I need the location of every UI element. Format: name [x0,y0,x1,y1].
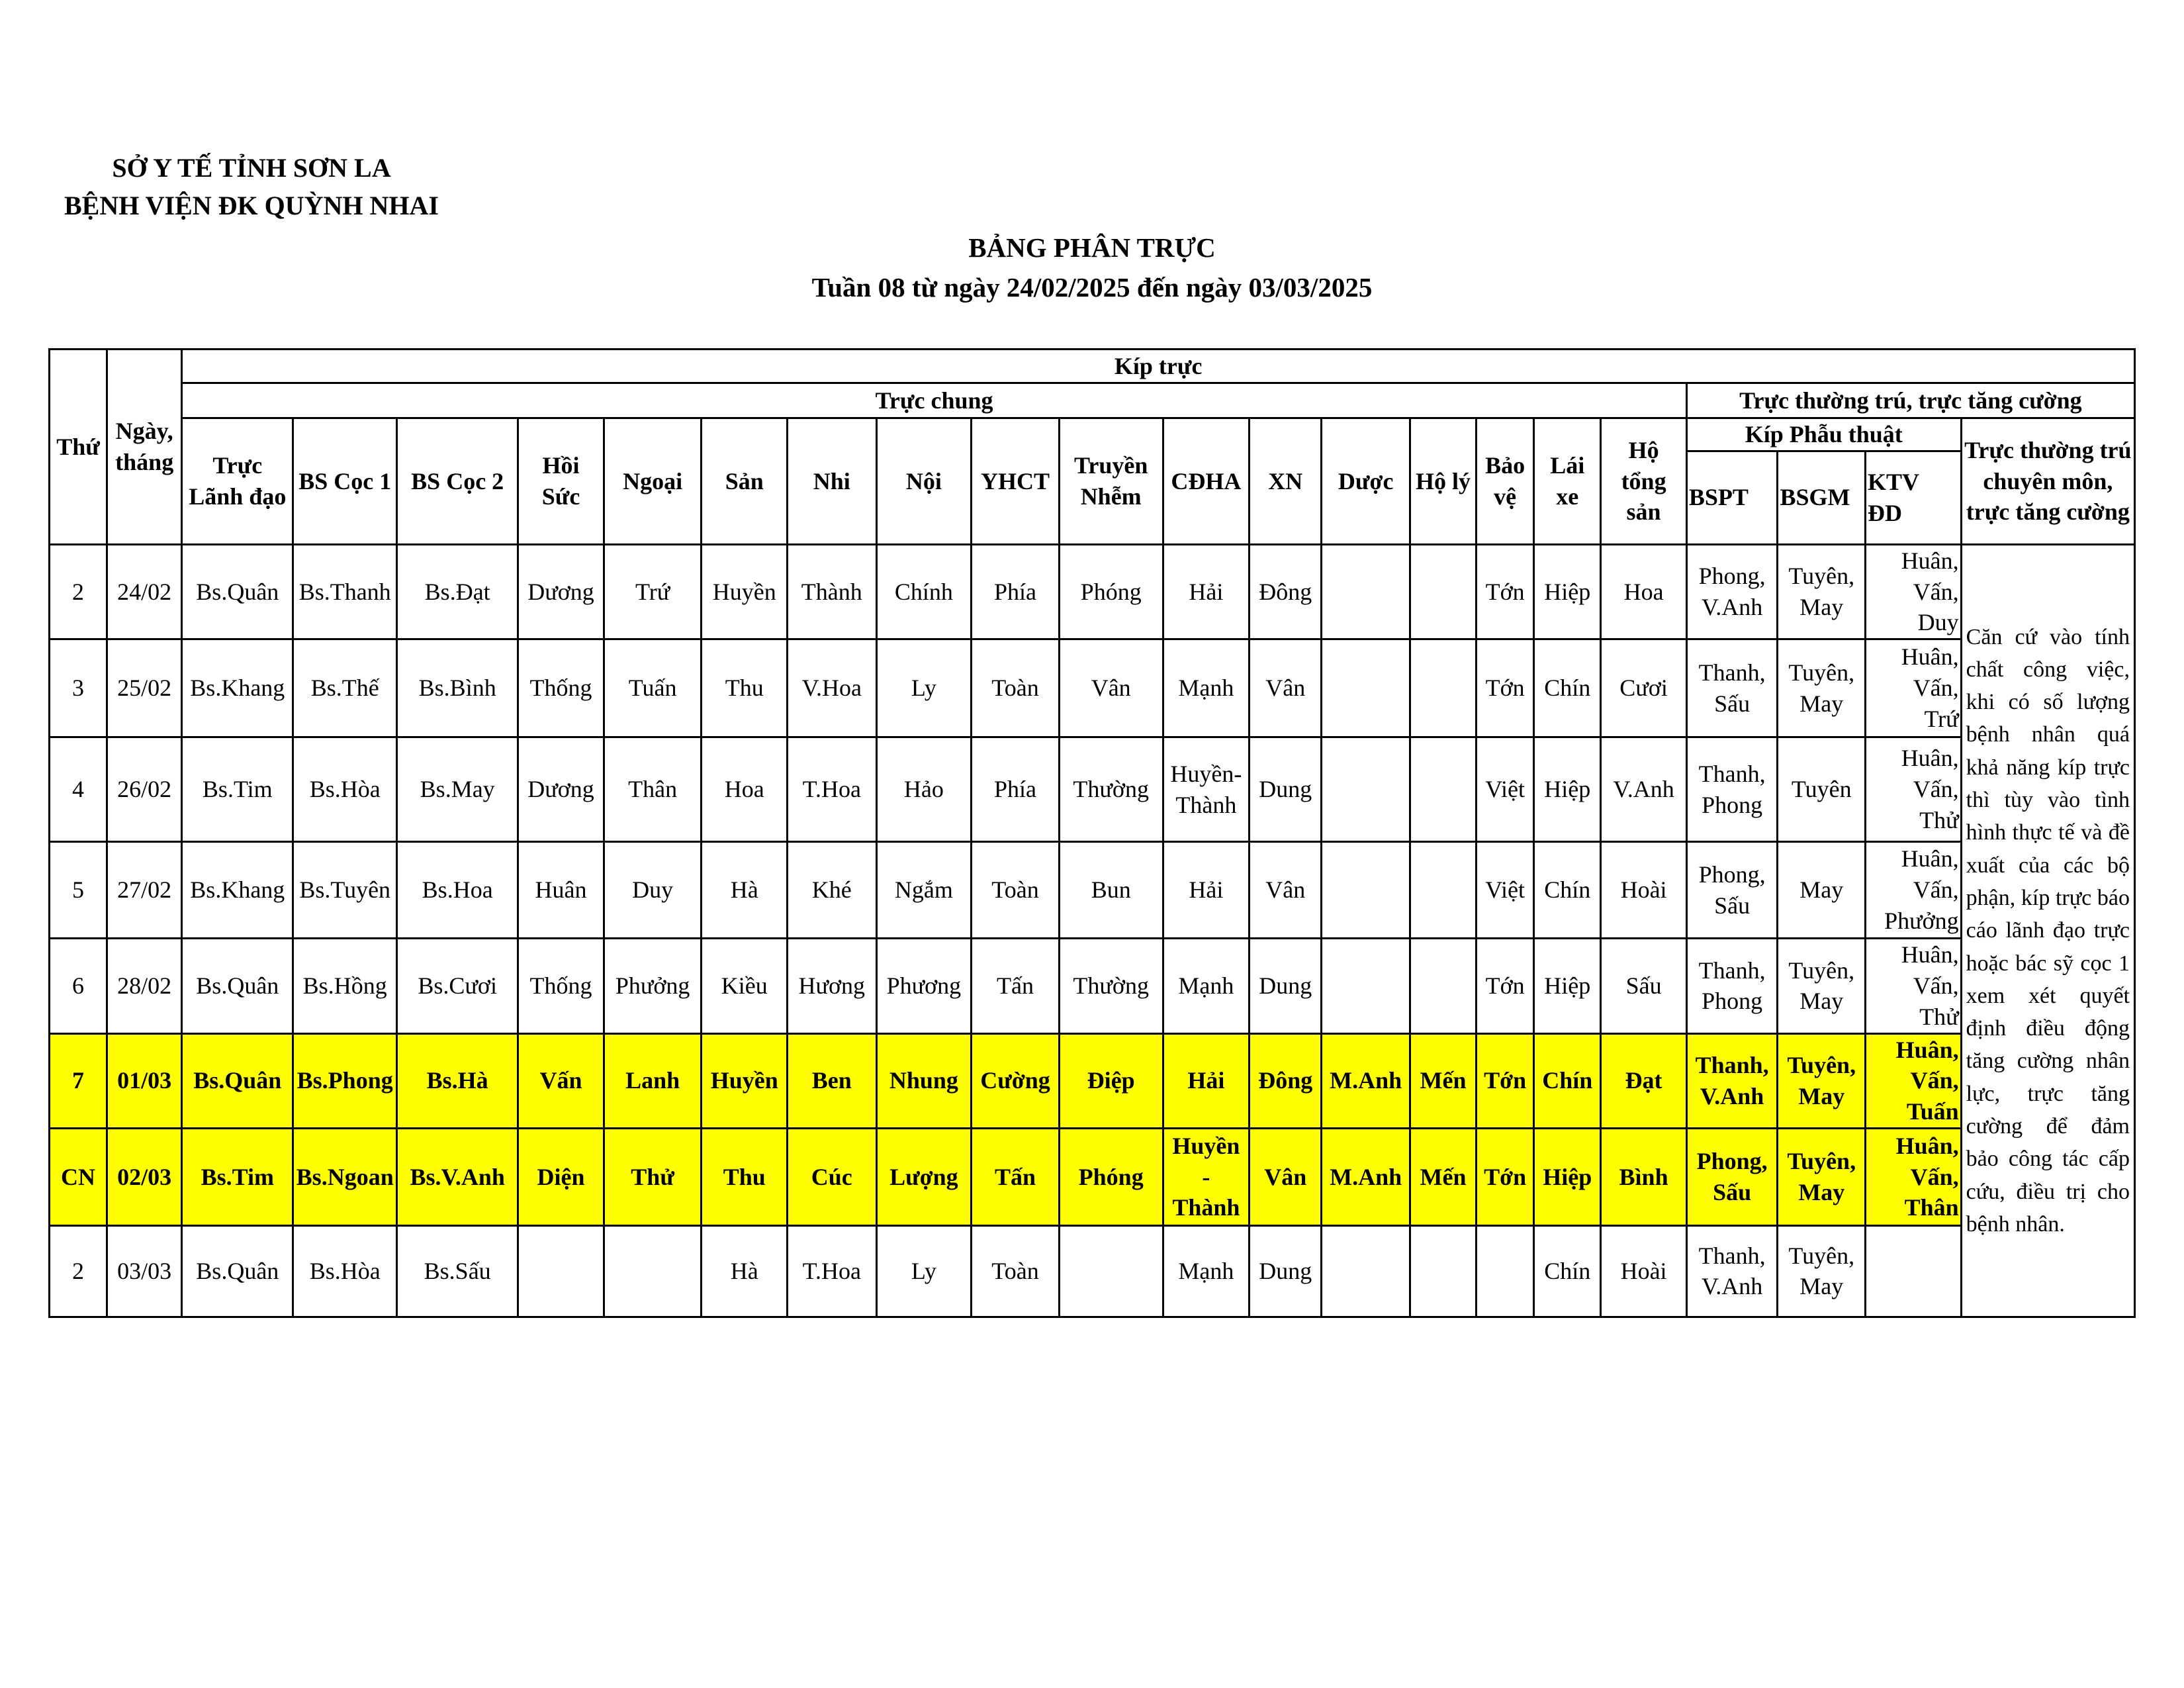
table-row [50,1128,2135,1225]
surgery-cell: Tuyên, May [1778,1128,1866,1225]
table-cell: Thành [788,544,877,639]
cell-thu: CN [50,1128,107,1225]
cell-thu: 5 [50,842,107,939]
table-cell: Tớn [1477,1033,1534,1128]
table-cell: Phóng [1059,544,1163,639]
table-cell: Toàn [972,639,1060,737]
table-cell: Hiệp [1534,544,1601,639]
cell-ngay: 25/02 [107,639,182,737]
table-cell: Ben [788,1033,877,1128]
table-cell [1410,1225,1476,1317]
table-cell: Huân [518,842,604,939]
col-header: Truyền Nhễm [1059,418,1163,545]
table-cell [1322,639,1410,737]
table-cell: Thu [702,1128,788,1225]
table-cell: Bs.Khang [182,639,293,737]
col-header: XN [1250,418,1322,545]
table-cell: Mạnh [1163,639,1250,737]
surgery-cell: Phong, Sấu [1686,842,1778,939]
table-cell: Thường [1059,737,1163,842]
col-header: YHCT [972,418,1060,545]
table-cell [1410,639,1476,737]
table-row [50,842,2135,939]
table-cell: T.Hoa [788,1225,877,1317]
col-header: Lái xe [1534,418,1601,545]
table-cell: M.Anh [1322,1033,1410,1128]
page-subtitle: Tuần 08 từ ngày 24/02/2025 đến ngày 03/03/2025 [811,272,1373,303]
table-cell: Tấn [972,939,1060,1033]
table-cell: Việt [1477,842,1534,939]
table-cell: T.Hoa [788,737,877,842]
table-row [50,639,2135,737]
table-cell: Duy [604,842,702,939]
surgery-cell: Huân, Vấn, Duy [1865,544,1961,639]
table-cell: Hiệp [1534,939,1601,1033]
table-row [50,544,2135,639]
table-cell [1410,939,1476,1033]
page-title: BẢNG PHÂN TRỰC [968,232,1216,263]
table-cell: Bs.Hồng [293,939,397,1033]
table-cell: Hiệp [1534,737,1601,842]
table-cell: Ly [876,1225,972,1317]
table-cell: Lượng [876,1128,972,1225]
surgery-cell: Huân, Vấn, Thân [1865,1128,1961,1225]
table-cell: Hiệp [1534,1128,1601,1225]
table-cell: Bs.V.Anh [397,1128,518,1225]
table-cell: Vân [1250,1128,1322,1225]
group-kip-phau-thuat: Kíp Phẫu thuật [1686,418,1961,451]
col-header: Hồi Sức [518,418,604,545]
cell-ngay: 26/02 [107,737,182,842]
table-cell: Bs.Thế [293,639,397,737]
table-cell [1410,737,1476,842]
org-line-1: SỞ Y TẾ TỈNH SƠN LA [112,153,391,183]
table-cell: Mến [1410,1033,1476,1128]
cell-thu: 6 [50,939,107,1033]
table-cell: Mạnh [1163,939,1250,1033]
col-header: Bảo vệ [1477,418,1534,545]
table-cell: Huyền [702,544,788,639]
surgery-cell: Huân, Vấn, Phưởng [1865,842,1961,939]
table-cell: Toàn [972,1225,1060,1317]
table-cell: Dung [1250,1225,1322,1317]
cell-ngay: 03/03 [107,1225,182,1317]
table-cell [1410,842,1476,939]
col-header: Hộ tổng sản [1601,418,1687,545]
table-cell: Bs.Thanh [293,544,397,639]
surgery-cell: Tuyên, May [1778,1225,1866,1317]
table-cell [604,1225,702,1317]
table-cell: Kiều [702,939,788,1033]
org-line-2: BỆNH VIỆN ĐK QUỲNH NHAI [64,191,439,220]
table-cell [1322,1225,1410,1317]
table-cell: Dung [1250,939,1322,1033]
table-row [50,939,2135,1033]
table-cell: Vân [1250,842,1322,939]
surgery-cell: Huân, Vấn, Tuấn [1865,1033,1961,1128]
table-cell: Tớn [1477,544,1534,639]
table-cell [1477,1225,1534,1317]
table-cell: Tớn [1477,639,1534,737]
table-cell [1410,544,1476,639]
table-cell: Hải [1163,1033,1250,1128]
table-cell: Bs.Quân [182,1225,293,1317]
col-header: CĐHA [1163,418,1250,545]
cell-thu: 4 [50,737,107,842]
cell-ngay: 02/03 [107,1128,182,1225]
table-cell: Bun [1059,842,1163,939]
table-cell: Tuấn [604,639,702,737]
table-cell: Đông [1250,1033,1322,1128]
table-cell: Hoa [1601,544,1687,639]
table-cell: Phía [972,544,1060,639]
table-cell: Dương [518,544,604,639]
surgery-cell: Thanh, Phong [1686,939,1778,1033]
table-row [50,1033,2135,1128]
duty-table [48,348,2136,1318]
table-row [50,1225,2135,1317]
table-cell [1322,737,1410,842]
table-cell: Lanh [604,1033,702,1128]
table-cell: Bs.Tim [182,1128,293,1225]
surgery-cell: Phong, Sấu [1686,1128,1778,1225]
table-cell [518,1225,604,1317]
table-cell: Bs.Đạt [397,544,518,639]
col-ngay: Ngày, tháng [107,350,182,545]
col-header: Dược [1322,418,1410,545]
table-cell: Chín [1534,639,1601,737]
table-cell: Huyền - Thành [1163,1128,1250,1225]
table-cell: Ngắm [876,842,972,939]
table-row [50,737,2135,842]
surgery-col-header: BSGM [1778,451,1866,544]
table-cell: Chính [876,544,972,639]
table-cell: Nhung [876,1033,972,1128]
surgery-cell: Thanh, Sấu [1686,639,1778,737]
cell-thu: 2 [50,1225,107,1317]
table-cell: Hoài [1601,842,1687,939]
table-cell: Phưởng [604,939,702,1033]
table-cell: Sấu [1601,939,1687,1033]
table-cell: Phóng [1059,1128,1163,1225]
table-cell: Tớn [1477,939,1534,1033]
table-cell: Bs.May [397,737,518,842]
col-header: BS Cọc 2 [397,418,518,545]
table-cell: Bs.Tuyên [293,842,397,939]
table-cell: Phương [876,939,972,1033]
table-cell: Vân [1250,639,1322,737]
table-cell: V.Anh [1601,737,1687,842]
table-cell: Bs.Cươi [397,939,518,1033]
table-cell: Toàn [972,842,1060,939]
table-cell: Bs.Hòa [293,737,397,842]
table-cell: Huyền [702,1033,788,1128]
col-truc-thuong-tru-chuyen-mon: Trực thường trú chuyên môn, trực tăng cường [1961,418,2134,545]
table-cell: Vấn [518,1033,604,1128]
table-cell: Chín [1534,1225,1601,1317]
table-cell: Bs.Phong [293,1033,397,1128]
table-cell: Huyền- Thành [1163,737,1250,842]
table-cell: Thống [518,939,604,1033]
cell-thu: 2 [50,544,107,639]
col-header: Hộ lý [1410,418,1476,545]
table-cell: Hà [702,1225,788,1317]
table-cell: Hoa [702,737,788,842]
table-cell: Bs.Quân [182,1033,293,1128]
surgery-cell: Tuyên, May [1778,544,1866,639]
table-cell [1059,1225,1163,1317]
table-cell: Bs.Quân [182,939,293,1033]
table-cell: Vân [1059,639,1163,737]
table-cell: Bs.Hòa [293,1225,397,1317]
surgery-cell: May [1778,842,1866,939]
table-cell: Bs.Tim [182,737,293,842]
table-cell [1322,939,1410,1033]
table-cell: Hảo [876,737,972,842]
table-cell: Phía [972,737,1060,842]
table-cell: Bs.Sấu [397,1225,518,1317]
surgery-cell [1865,1225,1961,1317]
table-cell: Mến [1410,1128,1476,1225]
table-cell: Dương [518,737,604,842]
table-cell [1322,544,1410,639]
table-cell: Thường [1059,939,1163,1033]
col-header: BS Cọc 1 [293,418,397,545]
table-cell [1322,842,1410,939]
table-cell: Việt [1477,737,1534,842]
surgery-cell: Thanh, Phong [1686,737,1778,842]
table-cell: Chín [1534,1033,1601,1128]
table-cell: Điệp [1059,1033,1163,1128]
table-cell: V.Hoa [788,639,877,737]
table-cell: Cươi [1601,639,1687,737]
table-cell: Dung [1250,737,1322,842]
cell-ngay: 24/02 [107,544,182,639]
group-truc-chung: Trực chung [182,383,1687,418]
table-cell: Đông [1250,544,1322,639]
surgery-cell: Phong, V.Anh [1686,544,1778,639]
table-cell: Bs.Quân [182,544,293,639]
surgery-cell: Thanh, V.Anh [1686,1033,1778,1128]
table-cell: Cúc [788,1128,877,1225]
table-cell: Diện [518,1128,604,1225]
table-cell: Hải [1163,842,1250,939]
surgery-cell: Tuyên, May [1778,639,1866,737]
group-kip-truc: Kíp trực [182,350,2135,383]
table-cell: Tớn [1477,1128,1534,1225]
surgery-cell: Huân, Vấn, Trứ [1865,639,1961,737]
table-cell: Bs.Hoa [397,842,518,939]
col-header: Ngoại [604,418,702,545]
cell-thu: 3 [50,639,107,737]
table-cell: Tấn [972,1128,1060,1225]
col-header: Trực Lãnh đạo [182,418,293,545]
surgery-cell: Huân, Vấn, Thử [1865,939,1961,1033]
table-cell: Khé [788,842,877,939]
table-cell: Hà [702,842,788,939]
table-cell: Thu [702,639,788,737]
table-cell: Bs.Ngoan [293,1128,397,1225]
table-cell: Cường [972,1033,1060,1128]
table-cell: Ly [876,639,972,737]
table-cell: Bs.Khang [182,842,293,939]
table-cell: Chín [1534,842,1601,939]
table-cell: Thử [604,1128,702,1225]
table-cell: Thân [604,737,702,842]
group-truc-thuong-tru: Trực thường trú, trực tăng cường [1686,383,2134,418]
surgery-col-header: KTV ĐD [1865,451,1961,544]
surgery-cell: Thanh, V.Anh [1686,1225,1778,1317]
table-cell: Thống [518,639,604,737]
table-cell: Bình [1601,1128,1687,1225]
cell-thu: 7 [50,1033,107,1128]
table-cell: M.Anh [1322,1128,1410,1225]
table-cell: Trứ [604,544,702,639]
cell-ngay: 27/02 [107,842,182,939]
cell-ngay: 28/02 [107,939,182,1033]
col-header: Sản [702,418,788,545]
table-cell: Hương [788,939,877,1033]
table-cell: Bs.Hà [397,1033,518,1128]
table-cell: Bs.Bình [397,639,518,737]
col-thu: Thứ [50,350,107,545]
surgery-cell: Tuyên, May [1778,939,1866,1033]
col-header: Nội [876,418,972,545]
cell-ngay: 01/03 [107,1033,182,1128]
table-cell: Hải [1163,544,1250,639]
surgery-cell: Huân, Vấn, Thử [1865,737,1961,842]
table-cell: Đạt [1601,1033,1687,1128]
surgery-cell: Tuyên, May [1778,1033,1866,1128]
table-cell: Hoài [1601,1225,1687,1317]
table-cell: Mạnh [1163,1225,1250,1317]
surgery-col-header: BSPT [1686,451,1778,544]
surgery-cell: Tuyên [1778,737,1866,842]
col-header: Nhi [788,418,877,545]
duty-note: Căn cứ vào tính chất công việc, khi có số lượng bệnh nhân quá khả năng kíp trực thì tùy vào tình hình thực tế và đề xuất của các bộ phận, kíp trực báo cáo lãnh đạo trực hoặc bác sỹ cọc 1 xem xét quyết định điều động tăng cường nhân lực, trực tăng cường để đảm bảo công tác cấp cứu, điều trị cho bệnh nhân. [1961,544,2134,1317]
